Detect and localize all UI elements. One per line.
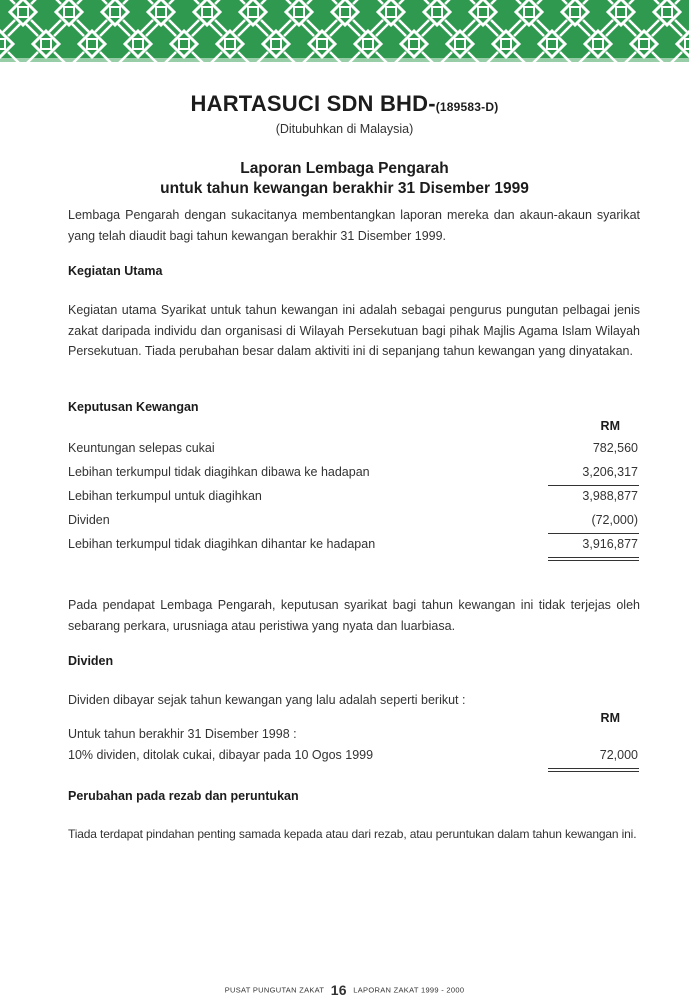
islamic-pattern-icon [0,0,689,62]
row-label: 10% dividen, ditolak cukai, dibayar pada 10 Ogos 1999 [68,748,374,762]
reserves-paragraph: Tiada terdapat pindahan penting samada kepada atau dari rezab, atau peruntukan dalam tahun kewangan ini. [68,827,637,841]
report-title [0,159,689,199]
table-row [68,513,640,535]
row-value: 3,988,877 [582,489,638,503]
company-name [0,91,689,117]
subtotal-rule [548,533,639,534]
row-label: Lebihan terkumpul tidak diagihkan dihantar ke hadapan [68,537,376,551]
section-heading-dividend: Dividen [68,654,114,668]
row-value: 72,000 [599,748,638,762]
page-footer [0,982,689,998]
opinion-paragraph: Pada pendapat Lembaga Pengarah, keputusan syarikat bagi tahun kewangan ini tidak terjejas oleh sebarang perkara, urusniaga atau peristiwa yang nyata dan luarbiasa. [68,598,640,633]
total-double-rule [548,768,639,772]
row-value: 3,206,317 [582,465,638,479]
row-label: Untuk tahun berakhir 31 Disember 1998 : [68,727,297,741]
row-label: Lebihan terkumpul tidak diagihkan dibawa ke hadapan [68,465,370,479]
currency-header: RM [600,419,620,433]
footer-left: PUSAT PUNGUTAN ZAKAT [224,985,325,995]
section-heading-reserves: Perubahan pada rezab dan peruntukan [68,789,299,803]
currency-header: RM [600,711,620,725]
principal-paragraph: Kegiatan utama Syarikat untuk tahun kewangan ini adalah sebagai pengurus pungutan pelbagai jenis zakat daripada individu dan organisasi di Wilayah Persekutuan bagi pihak Majlis Agama Islam Wilayah Persekutuan. Tiada perubahan besar dalam aktiviti ini di sepanjang tahun kewangan yang dinyatakan. [68,303,640,358]
table-row [68,489,640,511]
company-registration: (189583-D) [435,100,499,114]
row-value: (72,000) [591,513,638,527]
row-label: Keuntungan selepas cukai [68,441,215,455]
row-value: 3,916,877 [582,537,638,551]
report-title-line1: Laporan Lembaga Pengarah [240,160,449,177]
table-row [68,748,640,770]
company-name-text: HARTASUCI SDN BHD- [190,91,436,116]
page-header [0,91,689,199]
decorative-banner [0,0,689,62]
section-heading-principal: Kegiatan Utama [68,264,163,278]
intro-paragraph: Lembaga Pengarah dengan sukacitanya membentangkan laporan mereka dan akaun-akaun syarikat yang telah diaudit bagi tahun kewangan berakhir 31 Disember 1999. [68,208,640,243]
table-row [68,465,640,487]
row-label: Lebihan terkumpul untuk diagihkan [68,489,262,503]
dividend-line1 [68,727,640,749]
row-label: Dividen [68,513,110,527]
subtotal-rule [548,485,639,486]
report-title-line2: untuk tahun kewangan berakhir 31 Disember 1999 [160,180,529,197]
table-row [68,537,640,559]
dividend-paragraph: Dividen dibayar sejak tahun kewangan yang lalu adalah seperti berikut : [68,693,466,707]
total-double-rule [548,557,639,561]
row-value: 782,560 [592,441,638,455]
footer-right: LAPORAN ZAKAT 1999 - 2000 [353,985,465,995]
table-row [68,441,640,463]
page-number: 16 [330,982,347,998]
incorporation-note: (Ditubuhkan di Malaysia) [275,122,414,136]
section-heading-financial: Keputusan Kewangan [68,400,199,414]
